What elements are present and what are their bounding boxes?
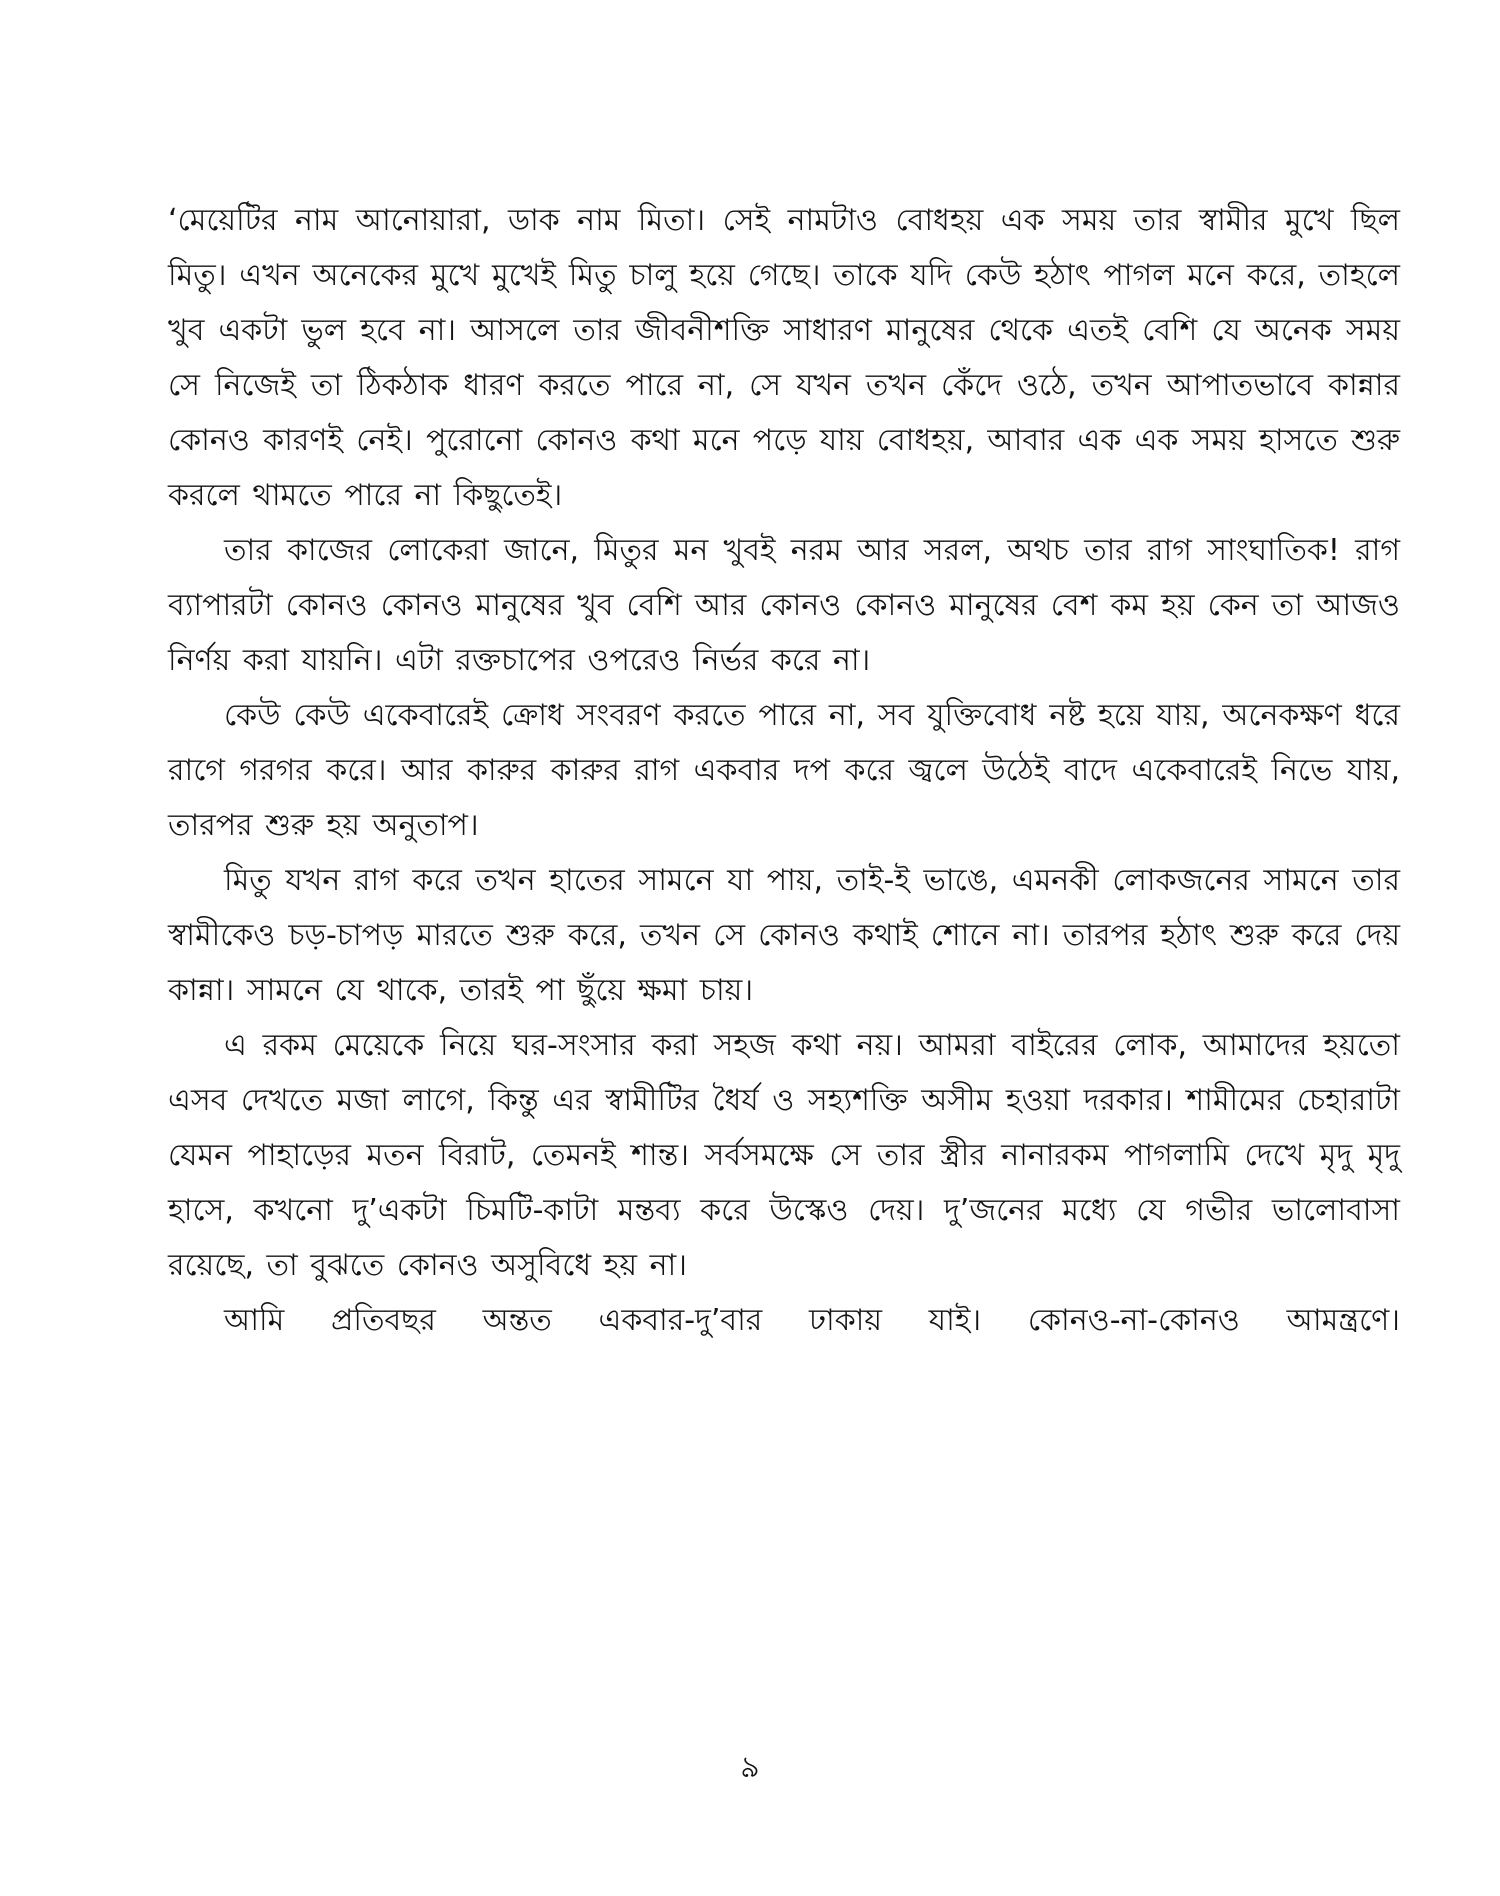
page-number: ৯ — [740, 1750, 760, 1785]
body-text — [168, 193, 1400, 1348]
paragraph-4: মিতু যখন রাগ করে তখন হাতের সামনে যা পায়, তাই-ই ভাঙে, এমনকী লোকজনের সামনে তার স্বামীকেও চড়-চাপড় মারতে শুরু করে, তখন সে কোনও কথাই শোনে না। তারপর হঠাৎ শুরু করে দেয় কান্না। সামনে যে থাকে, তারই পা ছুঁয়ে ক্ষমা চায়। — [168, 863, 1400, 1008]
paragraph-1: ‘মেয়েটির নাম আনোয়ারা, ডাক নাম মিতা। সেই নামটাও বোধহয় এক সময় তার স্বামীর মুখে ছিল মিতু। এখন অনেকের মুখে মুখেই মিতু চালু হয়ে গেছে। তাকে যদি কেউ হঠাৎ পাগল মনে করে, তাহলে খুব একটা ভুল হবে না। আসলে তার জীবনীশক্তি সাধারণ মানুষের থেকে এতই বেশি যে অনেক সময় সে নিজেই তা ঠিকঠাক ধারণ করতে পারে না, সে যখন তখন কেঁদে ওঠে, তখন আপাতভাবে কান্নার কোনও কারণই নেই। পুরোনো কোনও কথা মনে পড়ে যায় বোধহয়, আবার এক এক সময় হাসতে শুরু করলে থামতে পারে না কিছুতেই। — [168, 203, 1400, 513]
paragraph-5: এ রকম মেয়েকে নিয়ে ঘর-সংসার করা সহজ কথা নয়। আমরা বাইরের লোক, আমাদের হয়তো এসব দেখতে মজা লাগে, কিন্তু এর স্বামীটির ধৈর্য ও সহ্যশক্তি অসীম হওয়া দরকার। শামীমের চেহারাটা যেমন পাহাড়ের মতন বিরাট, তেমনই শান্ত। সর্বসমক্ষে সে তার স্ত্রীর নানারকম পাগলামি দেখে মৃদু মৃদু হাসে, কখনো দু’একটা চিমটি-কাটা মন্তব্য করে উস্কেও দেয়। দু’জনের মধ্যে যে গভীর ভালোবাসা রয়েছে, তা বুঝতে কোনও অসুবিধে হয় না। — [168, 1028, 1400, 1283]
paragraph-3: কেউ কেউ একেবারেই ক্রোধ সংবরণ করতে পারে না, সব যুক্তিবোধ নষ্ট হয়ে যায়, অনেকক্ষণ ধরে রাগে গরগর করে। আর কারুর কারুর রাগ একবার দপ করে জ্বলে উঠেই বাদে একেবারেই নিভে যায়, তারপর শুরু হয় অনুতাপ। — [168, 698, 1400, 843]
paragraph-6: আমি প্রতিবছর অন্তত একবার-দু’বার ঢাকায় যাই। কোনও-না-কোনও আমন্ত্রণে। — [224, 1303, 1400, 1338]
paragraph-2: তার কাজের লোকেরা জানে, মিতুর মন খুবই নরম আর সরল, অথচ তার রাগ সাংঘাতিক! রাগ ব্যাপারটা কোনও কোনও মানুষের খুব বেশি আর কোনও কোনও মানুষের বেশ কম হয় কেন তা আজও নির্ণয় করা যায়নি। এটা রক্তচাপের ওপরেও নির্ভর করে না। — [168, 533, 1400, 678]
